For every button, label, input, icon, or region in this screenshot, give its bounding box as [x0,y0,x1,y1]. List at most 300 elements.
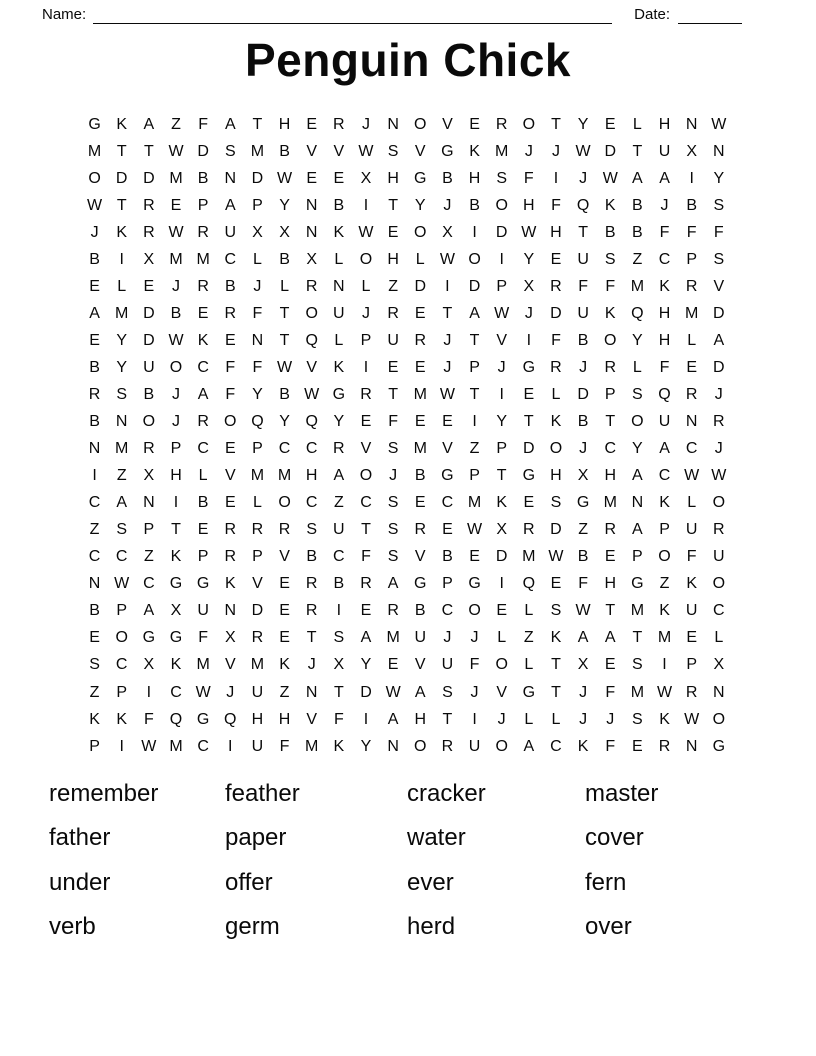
grid-letter: R [360,385,372,403]
grid-letter: P [170,440,182,458]
grid-letter: U [333,304,345,322]
grid-letter: V [414,656,426,674]
grid-letter: H [658,304,671,322]
grid-letter: S [333,629,345,647]
grid-letter: P [659,521,670,539]
grid-letter: E [686,358,697,376]
grid-letter: F [605,737,616,755]
grid-letter: C [197,440,209,458]
grid-letter: G [522,467,536,485]
grid-letter: S [713,196,725,214]
grid-letter: A [89,304,100,322]
grid-letter: P [442,575,453,593]
grid-letter: O [115,629,128,647]
grid-letter: F [279,737,290,755]
grid-letter: I [363,710,369,728]
grid-letter: O [495,737,508,755]
grid-letter: D [143,331,155,349]
grid-letter: M [630,277,645,295]
grid-letter: G [712,737,726,755]
grid-letter: B [89,413,100,431]
grid-letter: W [195,683,211,701]
grid-letter: I [363,358,369,376]
grid-letter: Y [523,250,535,268]
grid-letter: V [224,467,236,485]
letter-grid [81,111,732,760]
grid-letter: B [414,467,426,485]
grid-letter: S [632,385,643,403]
grid-letter: K [496,494,508,512]
grid-letter: F [578,575,588,593]
grid-letter: G [522,683,536,701]
grid-letter: M [169,737,183,755]
grid-letter: G [441,142,454,160]
grid-letter: I [472,710,477,728]
grid-letter: R [224,548,237,566]
grid-letter: K [333,223,345,241]
grid-letter: B [577,413,589,431]
grid-letter: T [605,602,616,620]
grid-letter: N [685,737,698,755]
grid-letter: F [252,358,263,376]
grid-letter: Y [360,656,372,674]
grid-letter: W [304,385,320,403]
grid-letter: R [143,440,155,458]
grid-letter: E [306,115,318,133]
grid-letter: X [686,142,697,160]
grid-letter: P [686,250,697,268]
grid-letter: X [442,223,453,241]
grid-letter: S [387,494,399,512]
grid-letter: G [522,358,536,376]
grid-letter: E [224,331,236,349]
grid-letter: V [414,142,426,160]
grid-letter: H [468,169,481,187]
grid-letter: A [469,304,480,322]
date-blank-line [678,7,742,24]
grid-letter: S [550,494,562,512]
grid-letter: I [336,602,342,620]
grid-letter: N [387,115,399,133]
grid-letter: L [551,385,561,403]
grid-letter: W [358,223,374,241]
grid-letter: J [443,629,452,647]
grid-letter: F [551,196,561,214]
grid-letter: O [549,440,563,458]
grid-letter: D [577,385,589,403]
grid-letter: A [224,115,236,133]
grid-letter: R [441,737,454,755]
grid-letter: B [89,358,100,376]
grid-letter: L [415,250,425,268]
word-item: remember [49,780,159,808]
grid-letter: O [495,196,508,214]
grid-letter: J [579,169,588,187]
grid-letter: N [224,169,237,187]
grid-letter: F [551,331,561,349]
grid-letter: A [632,521,643,539]
grid-letter: T [632,142,643,160]
grid-letter: W [141,737,157,755]
grid-letter: X [713,656,725,674]
header [42,4,742,24]
grid-letter: U [468,737,481,755]
grid-letter: C [278,440,291,458]
grid-letter: J [606,710,615,728]
grid-letter: R [224,521,237,539]
grid-letter: D [604,142,617,160]
grid-letter: E [279,575,290,593]
grid-letter: G [88,115,101,133]
grid-letter: J [497,710,506,728]
grid-letter: W [385,683,401,701]
grid-letter: J [579,358,588,376]
grid-letter: N [115,413,128,431]
grid-letter: M [87,142,102,160]
grid-letter: N [713,142,725,160]
grid-letter: W [711,115,727,133]
grid-letter: D [251,169,264,187]
grid-letter: U [224,223,237,241]
grid-letter: T [171,521,181,539]
grid-letter: T [496,467,507,485]
grid-letter: C [88,548,101,566]
grid-letter: K [604,196,616,214]
grid-letter: M [603,494,617,512]
grid-letter: X [224,629,236,647]
grid-letter: I [689,169,694,187]
grid-letter: P [496,440,508,458]
grid-letter: X [360,169,372,187]
grid-letter: U [577,304,589,322]
grid-letter: G [631,575,644,593]
grid-letter: S [116,385,128,403]
grid-letter: W [521,223,537,241]
grid-letter: B [89,602,100,620]
grid-letter: R [387,602,399,620]
grid-letter: W [114,575,130,593]
grid-letter: C [658,250,671,268]
grid-letter: Y [252,385,263,403]
grid-letter: K [116,223,128,241]
grid-letter: T [279,331,290,349]
grid-letter: D [360,683,372,701]
grid-letter: T [469,385,480,403]
grid-letter: M [305,737,319,755]
grid-letter: H [170,467,182,485]
grid-letter: T [388,385,398,403]
grid-letter: F [198,629,209,647]
grid-letter: I [445,277,450,295]
grid-letter: T [306,629,317,647]
grid-letter: Y [496,413,508,431]
grid-letter: O [712,494,726,512]
grid-letter: D [251,602,264,620]
grid-letter: R [197,413,209,431]
grid-letter: D [414,277,427,295]
grid-letter: R [197,277,209,295]
grid-letter: E [279,602,290,620]
grid-letter: P [89,737,100,755]
grid-letter: J [551,142,560,160]
grid-letter: V [496,683,508,701]
grid-letter: Q [169,710,183,728]
grid-letter: B [577,331,589,349]
grid-letter: B [197,169,209,187]
grid-letter: B [577,548,589,566]
word-item: over [585,913,632,941]
grid-letter: V [224,656,236,674]
grid-letter: Q [522,575,536,593]
grid-letter: A [604,629,616,647]
grid-letter: Z [333,494,344,512]
grid-letter: C [88,494,101,512]
grid-letter: R [685,683,698,701]
grid-letter: O [169,358,183,376]
grid-letter: G [169,629,183,647]
grid-letter: W [656,683,673,701]
grid-letter: U [658,413,671,431]
grid-letter: J [470,683,479,701]
grid-letter: R [523,521,535,539]
grid-letter: F [143,710,154,728]
grid-letter: H [523,196,535,214]
grid-letter: O [631,413,644,431]
grid-letter: M [657,629,672,647]
grid-letter: G [576,494,590,512]
grid-letter: X [496,521,508,539]
grid-letter: I [472,223,477,241]
grid-letter: E [604,548,616,566]
grid-letter: K [197,331,209,349]
word-item: cover [585,824,644,852]
grid-letter: T [632,629,643,647]
grid-letter: F [686,223,697,241]
grid-letter: R [550,277,562,295]
grid-letter: L [334,331,344,349]
grid-letter: F [333,710,344,728]
grid-letter: N [305,683,318,701]
grid-letter: C [441,602,454,620]
grid-letter: E [550,250,562,268]
grid-letter: P [604,385,616,403]
grid-letter: F [659,223,670,241]
grid-letter: D [523,440,535,458]
grid-letter: Y [414,196,426,214]
grid-letter: W [602,169,618,187]
grid-letter: E [469,115,480,133]
grid-letter: R [143,223,155,241]
grid-letter: F [605,683,616,701]
grid-letter: X [577,656,589,674]
grid-letter: A [143,115,155,133]
grid-letter: F [578,277,588,295]
grid-letter: I [499,250,504,268]
grid-letter: W [277,169,293,187]
grid-letter: A [632,467,643,485]
grid-letter: S [632,710,643,728]
grid-letter: R [333,115,345,133]
grid-letter: I [499,385,504,403]
grid-letter: D [143,169,155,187]
grid-letter: J [579,440,588,458]
grid-letter: F [605,277,616,295]
grid-letter: H [604,467,617,485]
grid-letter: N [88,575,101,593]
grid-letter: C [685,440,698,458]
grid-letter: J [443,358,452,376]
grid-letter: R [251,629,264,647]
grid-letter: U [251,683,264,701]
grid-letter: R [713,413,725,431]
grid-letter: V [414,548,426,566]
grid-letter: L [632,358,642,376]
grid-letter: R [604,358,617,376]
grid-letter: E [89,629,100,647]
grid-letter: J [253,277,262,295]
grid-letter: B [686,196,697,214]
word-item: cracker [407,780,486,808]
grid-letter: J [361,304,370,322]
grid-letter: Q [658,385,671,403]
grid-letter: K [550,413,562,431]
grid-letter: R [414,331,427,349]
grid-letter: H [604,575,617,593]
grid-letter: O [468,602,481,620]
grid-letter: E [224,494,236,512]
grid-letter: Y [116,358,128,376]
grid-letter: H [278,710,291,728]
grid-letter: O [305,304,318,322]
word-item: paper [225,824,287,852]
grid-letter: E [89,277,100,295]
grid-letter: Z [143,548,154,566]
grid-letter: K [224,575,236,593]
grid-letter: K [116,710,128,728]
grid-letter: S [89,656,100,674]
grid-letter: M [386,629,400,647]
grid-letter: W [87,196,103,214]
grid-letter: W [548,548,564,566]
date-label: Date: [634,6,670,23]
grid-letter: W [168,142,184,160]
grid-letter: R [713,521,725,539]
grid-letter: D [468,277,481,295]
grid-letter: S [387,440,399,458]
grid-letter: Z [523,629,534,647]
grid-letter: Y [333,413,345,431]
grid-letter: M [115,440,129,458]
grid-letter: I [92,467,97,485]
grid-letter: X [333,656,345,674]
grid-letter: C [305,440,318,458]
grid-letter: F [713,223,724,241]
grid-letter: A [523,737,535,755]
grid-letter: W [684,710,700,728]
grid-letter: R [658,737,671,755]
grid-letter: X [143,656,155,674]
grid-letter: K [333,358,345,376]
grid-letter: J [714,440,723,458]
grid-letter: U [251,737,264,755]
grid-letter: R [251,521,264,539]
grid-letter: W [277,358,293,376]
grid-letter: O [604,331,617,349]
word-item: offer [225,868,273,896]
grid-letter: Z [469,440,480,458]
grid-letter: A [333,467,345,485]
grid-letter: Q [251,413,264,431]
grid-letter: L [361,277,371,295]
grid-letter: T [388,196,398,214]
grid-letter: C [115,548,128,566]
grid-letter: S [713,250,725,268]
grid-letter: E [414,494,426,512]
grid-letter: A [387,710,399,728]
grid-letter: E [414,413,426,431]
grid-letter: G [142,629,156,647]
grid-letter: C [604,440,617,458]
grid-letter: T [551,656,561,674]
grid-letter: B [89,250,100,268]
grid-letter: B [414,602,426,620]
grid-letter: S [387,548,399,566]
grid-letter: E [550,575,562,593]
grid-letter: H [278,115,291,133]
grid-letter: I [662,656,667,674]
grid-letter: C [713,602,725,620]
grid-letter: K [686,575,697,593]
grid-letter: B [442,548,453,566]
grid-letter: L [252,494,262,512]
grid-letter: B [279,142,290,160]
grid-letter: D [495,223,508,241]
grid-letter: L [524,710,534,728]
grid-letter: U [685,521,698,539]
grid-letter: S [387,521,399,539]
grid-letter: R [414,521,427,539]
grid-letter: I [173,494,179,512]
grid-letter: C [224,250,237,268]
grid-letter: Y [577,115,589,133]
grid-letter: O [522,115,536,133]
grid-letter: L [497,629,507,647]
grid-letter: C [197,358,209,376]
grid-letter: J [579,683,588,701]
grid-letter: Z [171,115,181,133]
grid-letter: K [89,710,100,728]
grid-letter: W [711,467,727,485]
grid-letter: R [387,304,399,322]
grid-letter: Z [89,683,100,701]
grid-letter: E [442,521,453,539]
grid-letter: W [494,304,510,322]
grid-letter: Z [632,250,643,268]
grid-letter: O [278,494,291,512]
grid-letter: Y [116,331,128,349]
grid-letter: P [496,277,508,295]
grid-letter: V [496,331,508,349]
grid-letter: O [414,223,427,241]
grid-letter: U [197,602,209,620]
grid-letter: U [387,331,399,349]
grid-letter: T [605,413,616,431]
grid-letter: M [250,142,265,160]
grid-letter: M [630,602,645,620]
grid-letter: B [604,223,616,241]
grid-letter: R [604,521,617,539]
grid-letter: V [306,710,318,728]
